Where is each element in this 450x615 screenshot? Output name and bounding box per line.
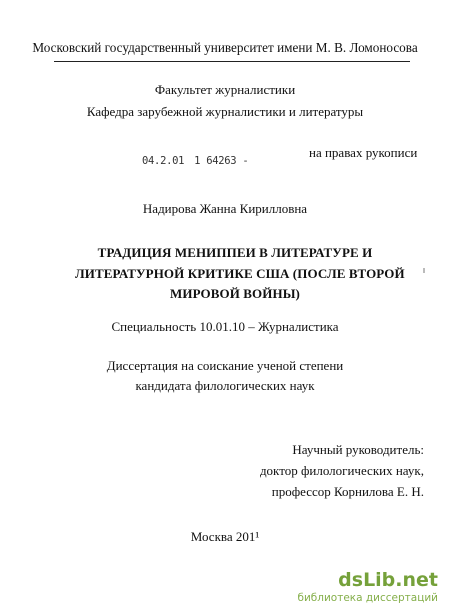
title-line: ЛИТЕРАТУРНОЙ КРИТИКЕ США (ПОСЛЕ ВТОРОЙ bbox=[75, 265, 405, 281]
watermark bbox=[283, 571, 438, 605]
stamp-date: 04.2.01 bbox=[142, 155, 185, 167]
watermark-tagline: библиотека диссертаций bbox=[297, 592, 438, 604]
degree-line-2: кандидата филологических наук bbox=[135, 378, 315, 393]
title-line: ТРАДИЦИЯ МЕНИППЕИ В ЛИТЕРАТУРЕ И bbox=[97, 245, 373, 260]
supervisor-degree: доктор филологических наук, bbox=[259, 463, 424, 478]
university-name: Московский государственный университет имени М. В. Ломоносова bbox=[32, 40, 418, 55]
degree-line-1: Диссертация на соискание ученой степени bbox=[106, 358, 344, 373]
rights-note: на правах рукописи bbox=[309, 145, 418, 160]
city-year: Москва 201¹ bbox=[190, 529, 260, 544]
scan-speck bbox=[423, 268, 425, 273]
stamp-number: 1 64263 - bbox=[194, 155, 249, 167]
dissertation-title bbox=[75, 243, 405, 305]
faculty-name: Факультет журналистики bbox=[154, 82, 296, 97]
title-line: МИРОВОЙ ВОЙНЫ) bbox=[169, 286, 300, 301]
header-rule bbox=[54, 61, 410, 62]
department-name: Кафедра зарубежной журналистики и литературы bbox=[86, 104, 364, 119]
author-name: Надирова Жанна Кирилловна bbox=[142, 201, 308, 216]
supervisor-label: Научный руководитель: bbox=[292, 442, 424, 457]
watermark-logo: dsLib.net bbox=[338, 569, 438, 591]
supervisor-name: профессор Корнилова Е. Н. bbox=[271, 484, 424, 499]
library-stamp bbox=[142, 156, 248, 167]
specialty: Специальность 10.01.10 – Журналистика bbox=[111, 319, 339, 334]
